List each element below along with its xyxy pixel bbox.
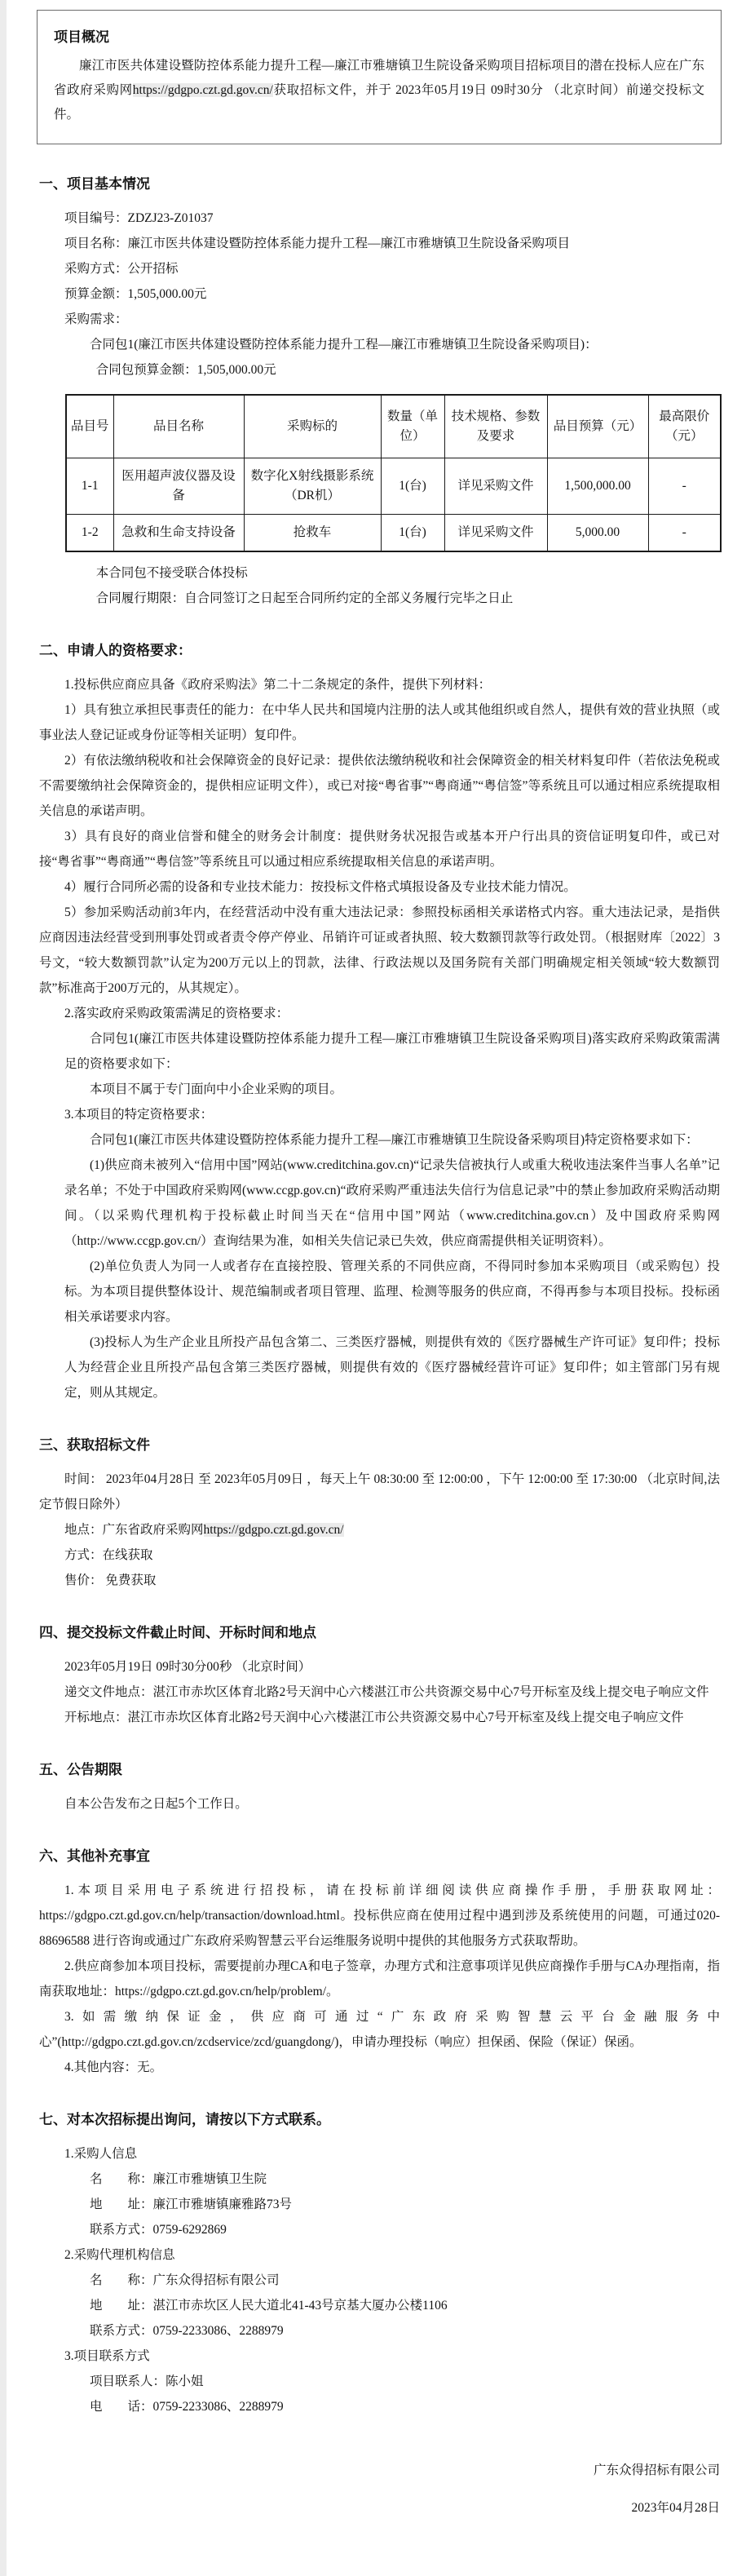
paragraph: 合同包1(廉江市医共体建设暨防控体系能力提升工程—廉江市雅塘镇卫生院设备采购项目)特定资格要求如下：	[90, 1133, 699, 1147]
agency-info-title: 2.采购代理机构信息	[64, 2248, 175, 2262]
overview-text-after: 获取招标文件，并于 2023年05月19日 09时30分 （北京时间）前递交投标文件。	[54, 83, 704, 122]
agency-contact: 联系方式：0759-2233086、2288979	[90, 2324, 284, 2338]
buyer-name: 名 称：廉江市雅塘镇卫生院	[90, 2172, 267, 2186]
signature-block	[39, 2452, 720, 2527]
paragraph: 3.本项目的特定资格要求：	[64, 1108, 214, 1122]
section-supplementary	[39, 1844, 720, 2080]
cell-spec: 详见采购文件	[444, 458, 547, 515]
overview-text-before: 廉江市医共体建设暨防控体系能力提升工程—廉江市雅塘镇卫生院设备采购项目招标项目的潜在投标人应在广东省政府采购网	[54, 59, 704, 97]
cell-subject: 数字化X射线摄影系统（DR机）	[244, 458, 381, 515]
section-qualification	[39, 639, 720, 1405]
paragraph: 2）有依法缴纳税收和社会保障资金的良好记录：提供依法缴纳税收和社会保障资金的相关材料复印件（若依法免税或不需要缴纳社会保障资金的，提供相应证明文件），或已对接“粤省事”“粤商通”“粤信签”等系统且可以通过相应系统提取相关信息的承诺声明。	[39, 754, 720, 818]
paragraph: (2)单位负责人为同一人或者存在直接控股、管理关系的不同供应商，不得同时参加本采购项目（或采购包）投标。为本项目提供整体设计、规范编制或者项目管理、监理、检测等服务的供应商，不得再参与本项目投标。投标函相关承诺要求内容。	[64, 1259, 720, 1324]
cell-item-name: 急救和生命支持设备	[113, 515, 244, 552]
cell-budget: 1,500,000.00	[547, 458, 648, 515]
project-contact-phone: 电 话：0759-2233086、2288979	[90, 2400, 284, 2414]
table-header-row	[66, 395, 721, 458]
section-heading: 一、项目基本情况	[39, 176, 150, 192]
section-heading: 六、其他补充事宜	[39, 1848, 150, 1864]
obtain-place-url: https://gdgpo.czt.gd.gov.cn/	[203, 1523, 344, 1537]
col-header-item-no: 品目号	[66, 395, 113, 458]
document-page	[7, 0, 746, 2576]
agency-address: 地 址：湛江市赤坎区人民大道北41-43号京基大厦办公楼1106	[90, 2299, 448, 2313]
budget-amount: 预算金额：1,505,000.00元	[64, 287, 207, 301]
obtain-place	[39, 1517, 720, 1543]
section-heading: 五、公告期限	[39, 1762, 122, 1777]
col-header-item-name: 品目名称	[113, 395, 244, 458]
buyer-address: 地 址：廉江市雅塘镇廉雅路73号	[90, 2198, 293, 2211]
section-heading: 七、对本次招标提出询问，请按以下方式联系。	[39, 2112, 330, 2127]
project-contact-person: 项目联系人：陈小姐	[90, 2375, 204, 2388]
table-row	[66, 458, 721, 515]
project-overview-box	[37, 10, 722, 144]
section-heading: 三、获取招标文件	[39, 1437, 150, 1453]
paragraph: 3.如需缴纳保证金，供应商可通过“广东政府采购智慧云平台金融服务中心”(http://gdgpo.czt.gd.gov.cn/zcdservice/zcd/guangdong/)，申请办理投标（响应）担保函、保险（保证）保函。	[39, 2010, 720, 2049]
paragraph: 3）具有良好的商业信誉和健全的财务会计制度：提供财务状况报告或基本开户行出具的资信证明复印件，或已对接“粤省事”“粤商通”“粤信签”等系统且可以通过相应系统提取相关信息的承诺声明。	[39, 830, 720, 869]
obtain-place-label: 地点：广东省政府采购网	[64, 1523, 204, 1537]
paragraph: 2.供应商参加本项目投标，需要提前办理CA和电子签章，办理方式和注意事项详见供应商操作手册与CA办理指南，指南获取地址：https://gdgpo.czt.gd.gov.cn/help/problem/。	[39, 1959, 720, 1998]
section-deadline-opening	[39, 1621, 720, 1730]
buyer-info-title: 1.采购人信息	[64, 2147, 138, 2161]
col-header-spec: 技术规格、参数及要求	[444, 395, 547, 458]
col-header-budget: 品目预算（元）	[547, 395, 648, 458]
overview-title: 项目概况	[54, 29, 109, 45]
procurement-method: 采购方式：公开招标	[64, 262, 179, 276]
cell-max-price: -	[648, 458, 721, 515]
cell-item-no: 1-1	[66, 458, 113, 515]
agency-name: 名 称：广东众得招标有限公司	[90, 2273, 280, 2287]
paragraph: (1)供应商未被列入“信用中国”网站(www.creditchina.gov.cn)“记录失信被执行人或重大税收违法案件当事人名单”记录名单；不处于中国政府采购网(www.ccgp.gov.cn)“政府采购严重违法失信行为信息记录”中的禁止参加政府采购活动期间。（以采购代理机构于投标截止时间当天在“信用中国”网站（www.creditchina.gov.cn）及中国政府采购网（http://www.ccgp.gov.cn/）查询结果为准，如相关失信记录已失效，供应商需提供相关证明资料）。	[64, 1158, 720, 1248]
obtain-time: 时间： 2023年04月28日 至 2023年05月09日 ，每天上午 08:30:00 至 12:00:00 ，下午 12:00:00 至 17:30:00 （北京时间,法定节假日除外）	[39, 1472, 720, 1512]
paragraph: 4）履行合同所必需的设备和专业技术能力：按投标文件格式填报设备及专业技术能力情况。	[64, 880, 576, 894]
cell-spec: 详见采购文件	[444, 515, 547, 552]
section-obtain-documents	[39, 1433, 720, 1593]
section-announcement-period	[39, 1758, 720, 1817]
col-header-subject: 采购标的	[244, 395, 381, 458]
contract-period-note: 合同履行期限：自合同签订之日起至合同所约定的全部义务履行完毕之日止	[95, 591, 514, 605]
paragraph: 2.落实政府采购政策需满足的资格要求：	[64, 1007, 289, 1020]
section-heading: 二、申请人的资格要求：	[39, 643, 192, 658]
procurement-demand-label: 采购需求：	[64, 312, 128, 326]
overview-paragraph	[54, 54, 704, 127]
cell-subject: 抢救车	[244, 515, 381, 552]
paragraph: 1.本项目采用电子系统进行招投标，请在投标前详细阅读供应商操作手册，手册获取网址：https://gdgpo.czt.gd.gov.cn/help/transaction/download.html。投标供应商在使用过程中遇到涉及系统使用的问题，可通过020-88696588 进行咨询或通过广东政府采购智慧云平台运维服务说明中提供的其他服务方式获取帮助。	[39, 1883, 720, 1948]
paragraph: 5）参加采购活动前3年内，在经营活动中没有重大违法记录：参照投标函相关承诺格式内容。重大违法记录，是指供应商因违法经营受到刑事处罚或者责令停产停业、吊销许可证或者执照、较大数额罚款等行政处罚。（根据财库〔2022〕3号文，“较大数额罚款”认定为200万元以上的罚款，法律、行政法规以及国务院有关部门明确规定相关领域“较大数额罚款”标准高于200万元的，从其规定）。	[39, 905, 720, 995]
obtain-price: 售价： 免费获取	[64, 1573, 157, 1587]
items-table	[65, 394, 722, 552]
signature-company: 广东众得招标有限公司	[593, 2463, 720, 2477]
col-header-quantity: 数量（单位）	[381, 395, 444, 458]
announcement-period: 自本公告发布之日起5个工作日。	[64, 1797, 248, 1811]
buyer-contact: 联系方式：0759-6292869	[90, 2223, 227, 2237]
cell-item-name: 医用超声波仪器及设备	[113, 458, 244, 515]
paragraph: 合同包1(廉江市医共体建设暨防控体系能力提升工程—廉江市雅塘镇卫生院设备采购项目)落实政府采购政策需满足的资格要求如下：	[64, 1032, 720, 1071]
paragraph: 本项目不属于专门面向中小企业采购的项目。	[90, 1082, 343, 1096]
paragraph: (3)投标人为生产企业且所投产品包含第二、三类医疗器械，则提供有效的《医疗器械生产许可证》复印件；投标人为经营企业且所投产品包含第三类医疗器械，则提供有效的《医疗器械经营许可证》复印件；如主管部门另有规定，则从其规定。	[64, 1335, 720, 1400]
contract-package-line: 合同包1(廉江市医共体建设暨防控体系能力提升工程—廉江市雅塘镇卫生院设备采购项目)：	[90, 338, 598, 352]
project-contact-title: 3.项目联系方式	[64, 2349, 150, 2363]
project-name: 项目名称：廉江市医共体建设暨防控体系能力提升工程—廉江市雅塘镇卫生院设备采购项目	[64, 237, 571, 250]
procurement-site-url: https://gdgpo.czt.gd.gov.cn/	[132, 83, 273, 97]
table-row	[66, 515, 721, 552]
contract-budget-line: 合同包预算金额：1,505,000.00元	[95, 363, 276, 377]
section-contacts	[39, 2108, 720, 2419]
deadline-time: 2023年05月19日 09时30分00秒 （北京时间）	[64, 1660, 311, 1674]
section-heading: 四、提交投标文件截止时间、开标时间和地点	[39, 1625, 316, 1640]
obtain-method: 方式：在线获取	[64, 1548, 153, 1562]
paragraph: 4.其他内容：无。	[64, 2060, 163, 2074]
submission-place: 递交文件地点：湛江市赤坎区体育北路2号天润中心六楼湛江市公共资源交易中心7号开标室及线上提交电子响应文件	[64, 1685, 709, 1699]
col-header-max-price: 最高限价（元）	[648, 395, 721, 458]
section-basic-info	[39, 172, 720, 611]
no-consortium-note: 本合同包不接受联合体投标	[95, 566, 248, 580]
cell-quantity: 1(台)	[381, 458, 444, 515]
cell-quantity: 1(台)	[381, 515, 444, 552]
paragraph: 1）具有独立承担民事责任的能力：在中华人民共和国境内注册的法人或其他组织或自然人，提供有效的营业执照（或事业法人登记证或身份证等相关证明）复印件。	[39, 703, 720, 742]
opening-place: 开标地点：湛江市赤坎区体育北路2号天润中心六楼湛江市公共资源交易中心7号开标室及线上提交电子响应文件	[64, 1711, 684, 1724]
project-number: 项目编号：ZDZJ23-Z01037	[64, 211, 214, 225]
cell-budget: 5,000.00	[547, 515, 648, 552]
cell-item-no: 1-2	[66, 515, 113, 552]
signature-date: 2023年04月28日	[631, 2501, 720, 2515]
cell-max-price: -	[648, 515, 721, 552]
paragraph: 1.投标供应商应具备《政府采购法》第二十二条规定的条件，提供下列材料：	[64, 678, 492, 692]
